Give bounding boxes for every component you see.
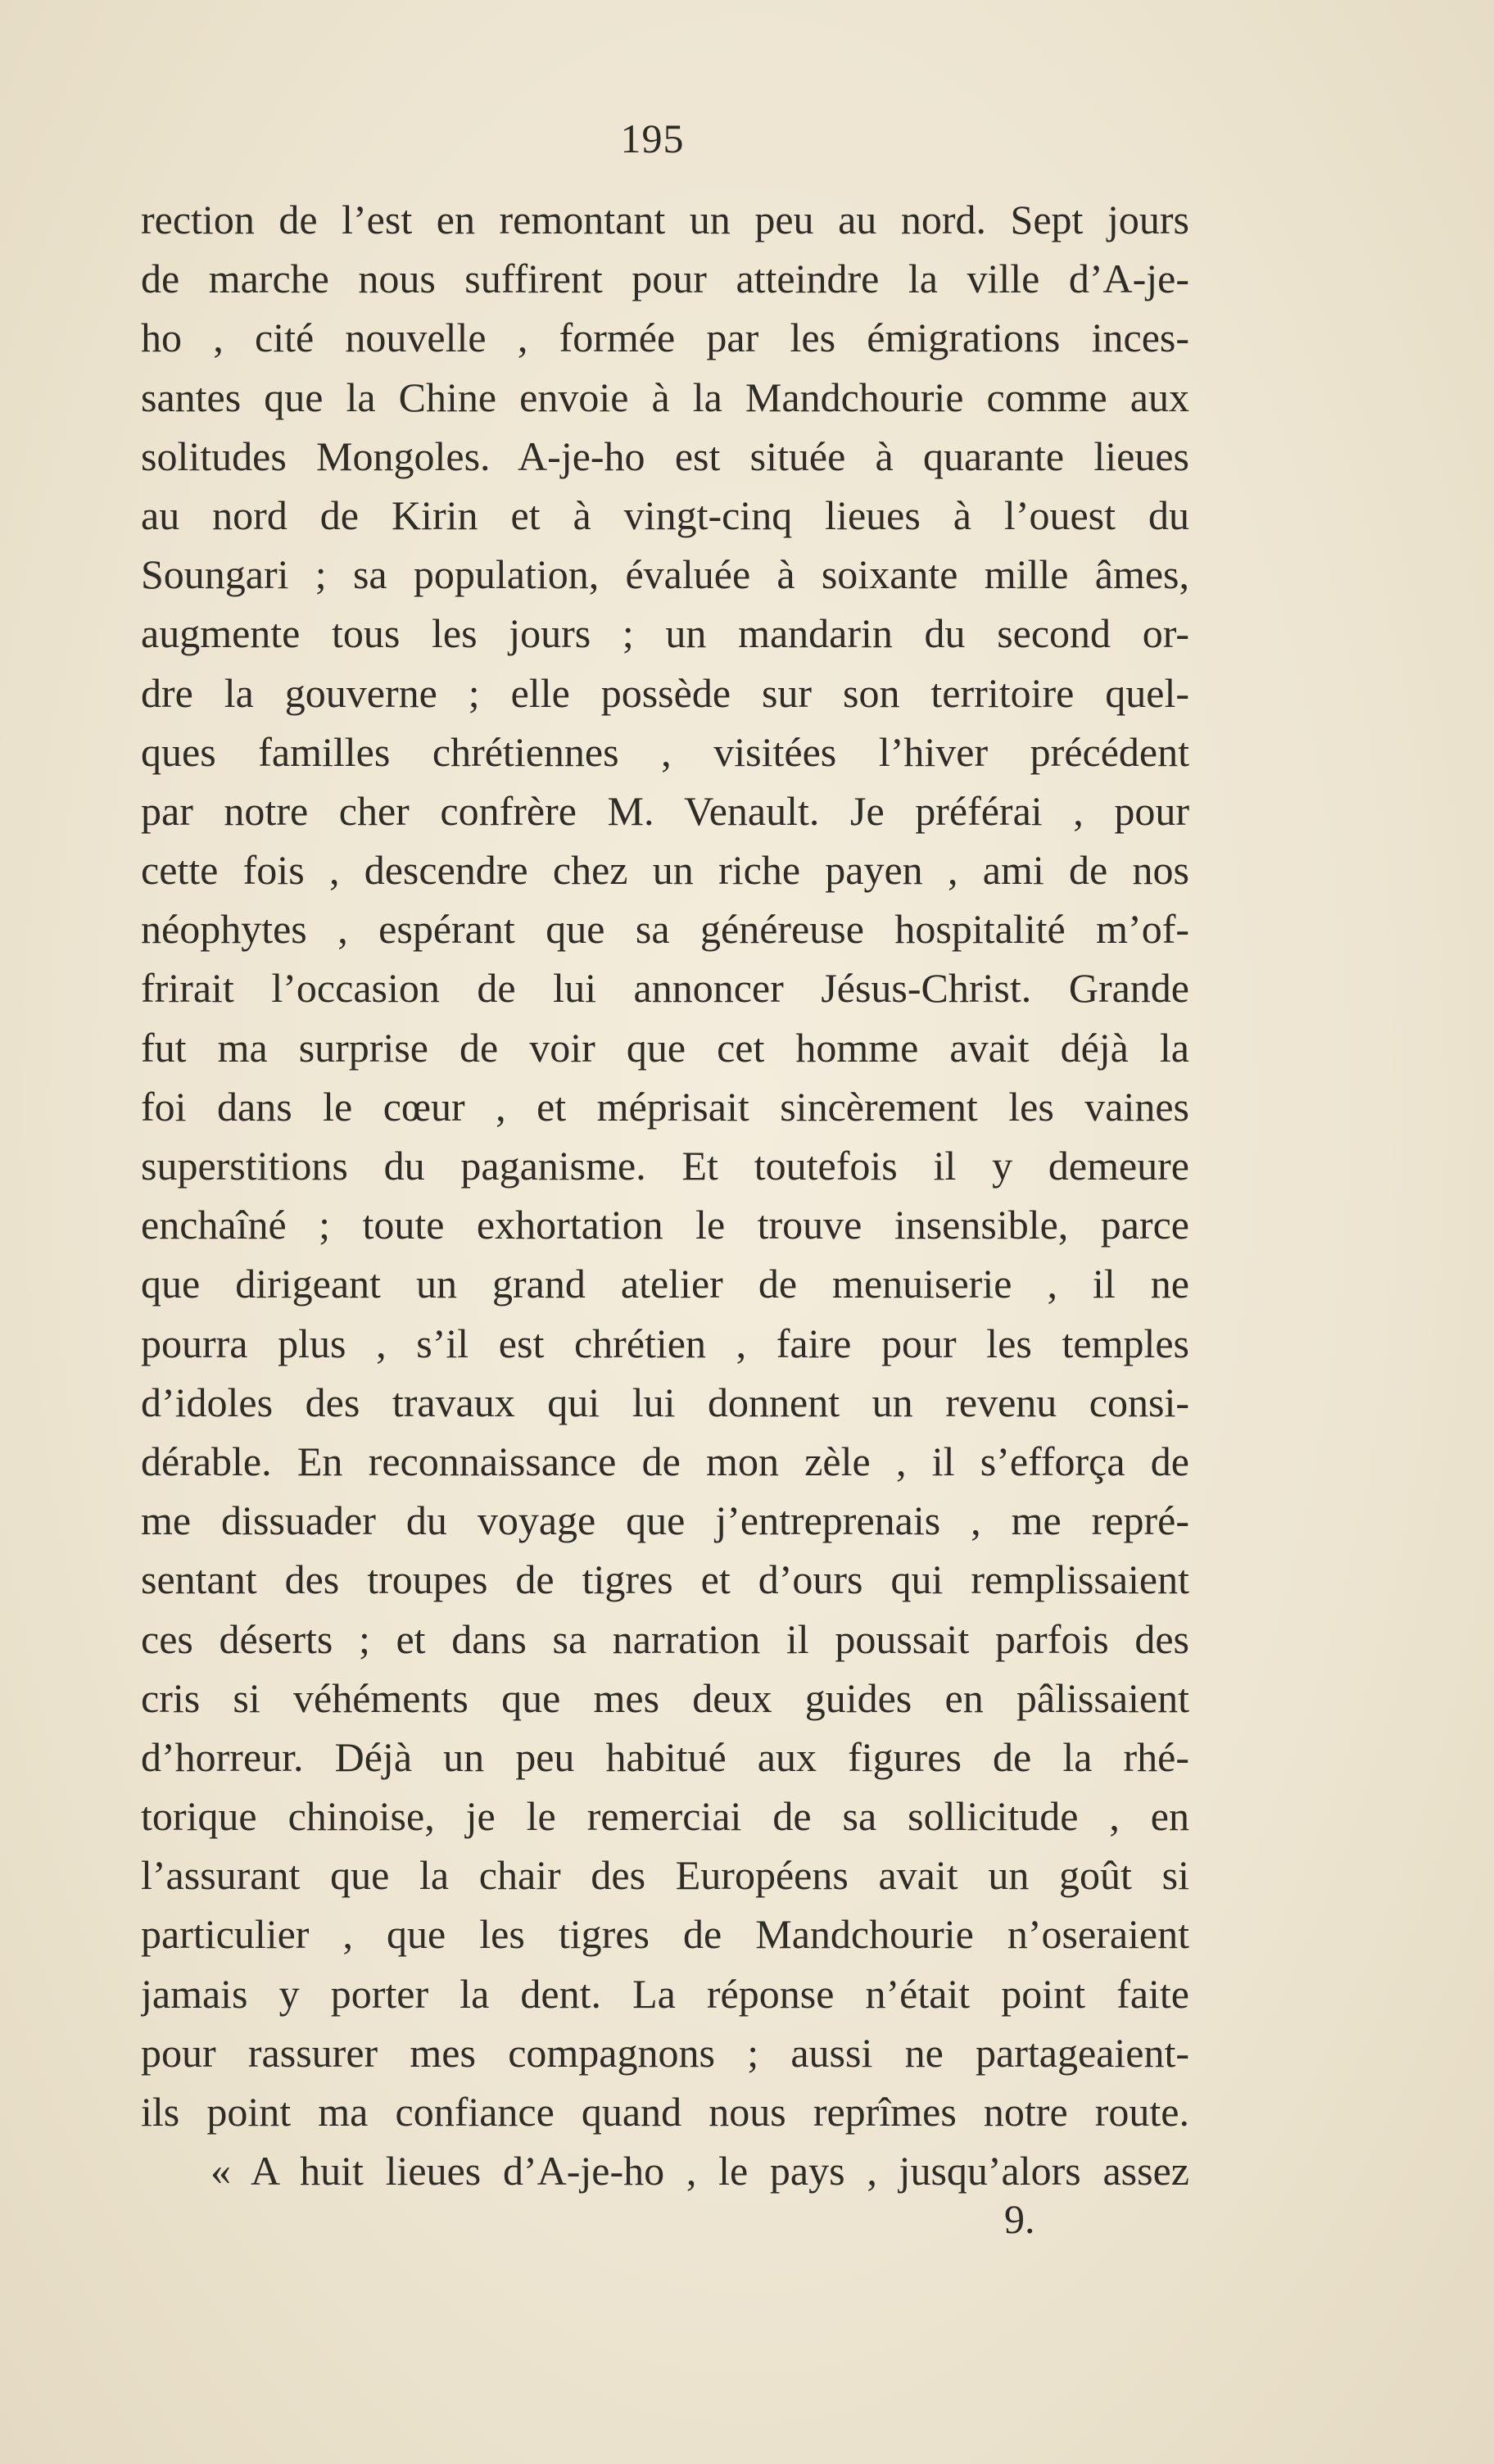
page-number: 195 [620, 116, 685, 161]
text-line: enchaîné ; toute exhortation le trouve insensible, parce [141, 1202, 1189, 1248]
text-line: que dirigeant un grand atelier de menuiserie , il ne [141, 1261, 1189, 1307]
text-line: « A huit lieues d’A-je-ho , le pays , jusqu’alors assez [211, 2148, 1189, 2194]
text-line: de marche nous suffirent pour atteindre la ville d’A-je- [141, 256, 1189, 302]
text-line: l’assurant que la chair des Européens avait un goût si [141, 1852, 1189, 1899]
text-line: ho , cité nouvelle , formée par les émigrations inces- [141, 315, 1189, 361]
text-line: ils point ma confiance quand nous reprîmes notre route. [141, 2089, 1189, 2135]
text-line: santes que la Chine envoie à la Mandchourie comme aux [141, 374, 1189, 420]
text-line: pourra plus , s’il est chrétien , faire pour les temples [141, 1320, 1189, 1366]
text-line: ces déserts ; et dans sa narration il poussait parfois des [141, 1615, 1189, 1662]
text-line: rection de l’est en remontant un peu au nord. Sept jours [141, 197, 1189, 242]
text-line: solitudes Mongoles. A-je-ho est située à quarante lieues [141, 433, 1189, 479]
text-line: sentant des troupes de tigres et d’ours qui remplissaient [141, 1556, 1189, 1603]
text-line: dre la gouverne ; elle possède sur son territoire quel- [141, 669, 1189, 716]
text-line: particulier , que les tigres de Mandchourie n’oseraient [141, 1911, 1189, 1958]
text-line: Soungari ; sa population, évaluée à soixante mille âmes, [141, 551, 1189, 598]
body-text [141, 190, 1189, 2200]
text-line: au nord de Kirin et à vingt-cinq lieues à l’ouest du [141, 491, 1189, 538]
text-line: néophytes , espérant que sa généreuse hospitalité m’of- [141, 906, 1189, 953]
text-line: superstitions du paganisme. Et toutefois il y demeure [141, 1143, 1189, 1189]
text-line: torique chinoise, je le remerciai de sa sollicitude , en [141, 1793, 1189, 1840]
text-line: ques familles chrétiennes , visitées l’hiver précédent [141, 728, 1189, 775]
text-line: frirait l’occasion de lui annoncer Jésus-Christ. Grande [141, 965, 1189, 1012]
text-line: dérable. En reconnaissance de mon zèle , il s’efforça de [141, 1438, 1189, 1484]
text-line: fut ma surprise de voir que cet homme avait déjà la [141, 1024, 1189, 1071]
text-line: me dissuader du voyage que j’entreprenais , me repré- [141, 1497, 1189, 1544]
text-line: augmente tous les jours ; un mandarin du second or- [141, 610, 1189, 657]
text-line: jamais y porter la dent. La réponse n’était point faite [141, 1970, 1189, 2017]
text-line: pour rassurer mes compagnons ; aussi ne partageaient- [141, 2029, 1189, 2076]
text-line: par notre cher confrère M. Venault. Je préférai , pour [141, 787, 1189, 834]
signature-mark: 9. [1004, 2196, 1035, 2242]
text-line: foi dans le cœur , et méprisait sincèrement les vaines [141, 1083, 1189, 1130]
text-line: d’horreur. Déjà un peu habitué aux figures de la rhé- [141, 1733, 1189, 1780]
text-line: cette fois , descendre chez un riche payen , ami de nos [141, 847, 1189, 894]
text-line: d’idoles des travaux qui lui donnent un revenu consi- [141, 1379, 1189, 1425]
text-line: cris si véhéments que mes deux guides en pâlissaient [141, 1674, 1189, 1721]
